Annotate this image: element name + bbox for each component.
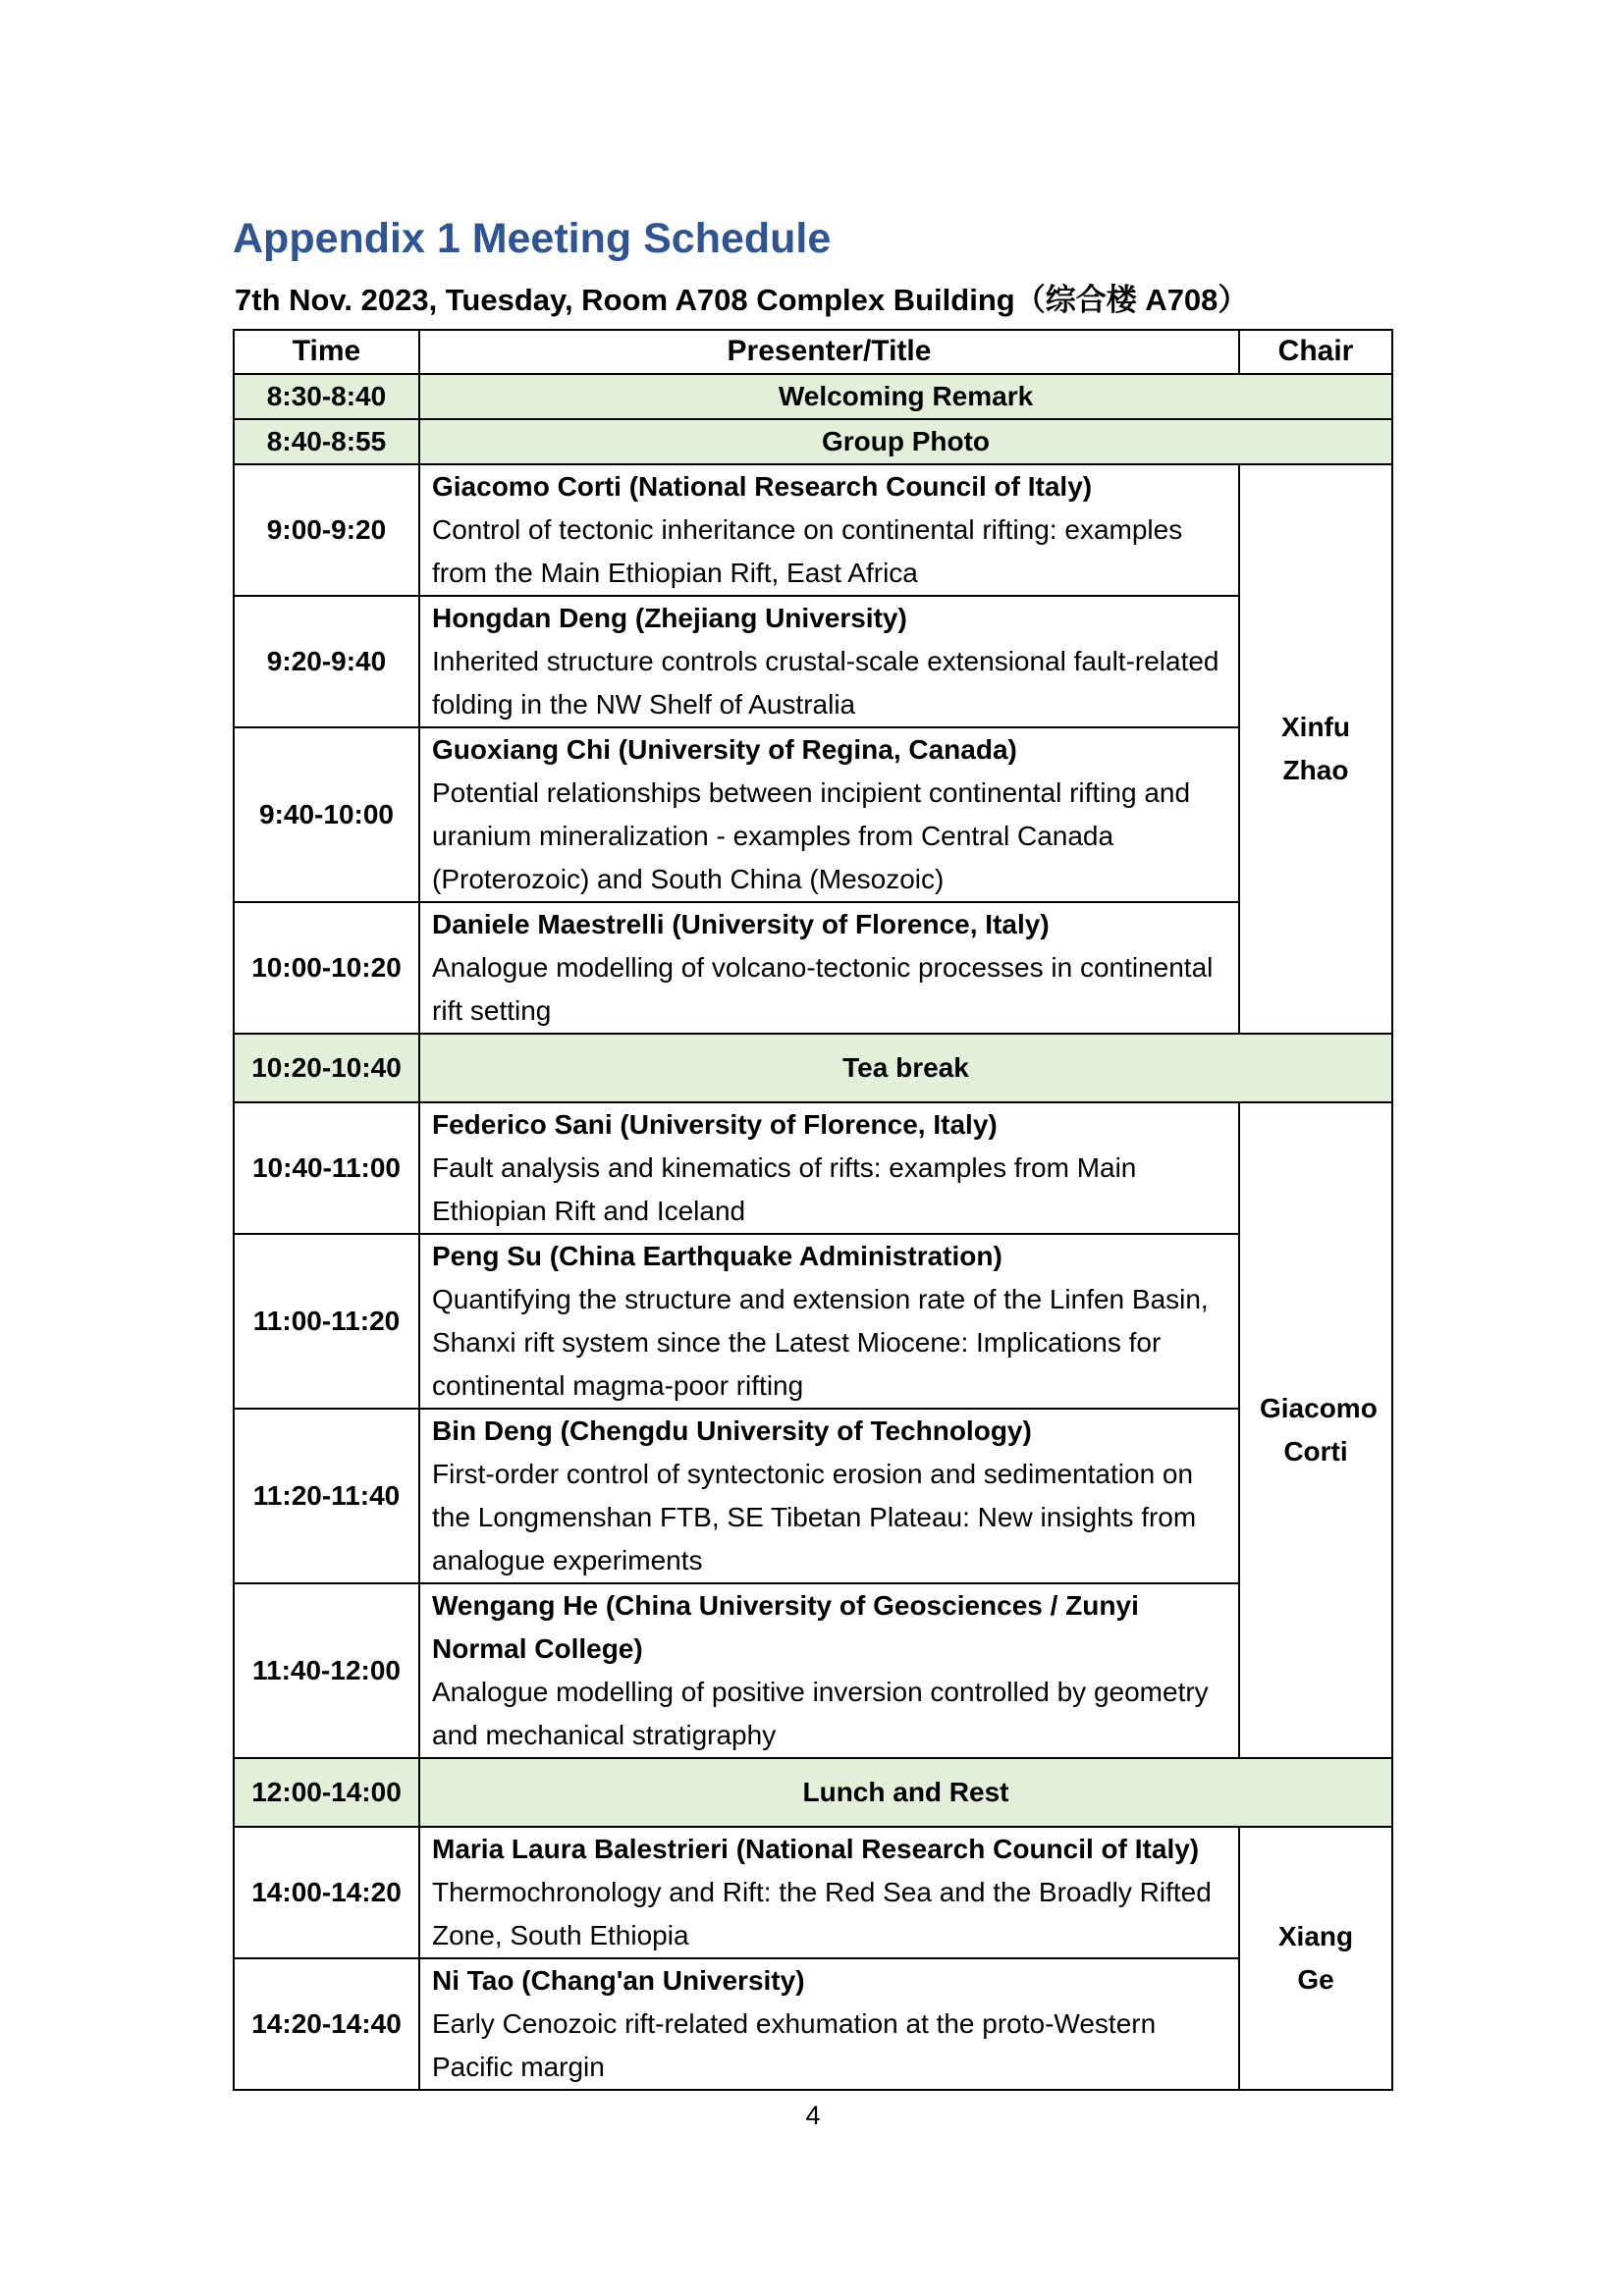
time-cell: 11:20-11:40	[234, 1409, 419, 1583]
presenter-cell	[419, 1102, 1239, 1234]
presenter-cell	[419, 1234, 1239, 1409]
table-row	[234, 1034, 1392, 1102]
presenter-name: Giacomo Corti (National Research Council of Italy)	[432, 470, 1093, 502]
presenter-cell	[419, 1827, 1239, 1958]
document-page	[233, 216, 1393, 2131]
table-row	[234, 1758, 1392, 1827]
time-cell: 14:20-14:40	[234, 1958, 419, 2090]
table-row	[234, 1827, 1392, 1958]
presenter-name: Bin Deng (Chengdu University of Technology)	[432, 1415, 1032, 1446]
presenter-cell	[419, 1409, 1239, 1583]
talk-title: Quantifying the structure and extension rate of the Linfen Basin, Shanxi rift system since the Latest Miocene: Implications for continental magma-poor rifting	[432, 1283, 1209, 1401]
presenter-name: Maria Laura Balestrieri (National Research Council of Italy)	[432, 1833, 1200, 1864]
talk-title: Thermochronology and Rift: the Red Sea and the Broadly Rifted Zone, South Ethiopia	[432, 1876, 1212, 1950]
table-row	[234, 1409, 1392, 1583]
chair-name: Xinfu Zhao	[1239, 464, 1392, 1034]
table-header-row	[234, 330, 1392, 374]
header-chair: Chair	[1239, 330, 1392, 374]
talk-title: Early Cenozoic rift-related exhumation at the proto-Western Pacific margin	[432, 2007, 1157, 2082]
talk-title: Potential relationships between incipient continental rifting and uranium mineralization - examples from Central Canada (Proterozoic) and South China (Mesozoic)	[432, 776, 1191, 894]
table-row	[234, 419, 1392, 464]
talk-title: Analogue modelling of positive inversion controlled by geometry and mechanical stratigraphy	[432, 1676, 1209, 1750]
time-cell: 8:30-8:40	[234, 374, 419, 419]
talk-title: Control of tectonic inheritance on continental rifting: examples from the Main Ethiopian Rift, East Africa	[432, 513, 1183, 588]
presenter-name: Guoxiang Chi (University of Regina, Canada)	[432, 733, 1017, 765]
time-cell: 10:00-10:20	[234, 902, 419, 1034]
schedule-table	[233, 329, 1393, 2091]
time-cell: 9:20-9:40	[234, 596, 419, 727]
table-row	[234, 596, 1392, 727]
presenter-name: Hongdan Deng (Zhejiang University)	[432, 602, 907, 633]
presenter-name: Ni Tao (Chang'an University)	[432, 1964, 805, 1996]
header-time: Time	[234, 330, 419, 374]
presenter-cell	[419, 596, 1239, 727]
time-cell: 12:00-14:00	[234, 1758, 419, 1827]
table-row	[234, 1583, 1392, 1758]
time-cell: 14:00-14:20	[234, 1827, 419, 1958]
time-cell: 10:40-11:00	[234, 1102, 419, 1234]
page-number: 4	[805, 2100, 821, 2130]
presenter-name: Peng Su (China Earthquake Administration)	[432, 1240, 1002, 1271]
chair-name: Xiang Ge	[1239, 1827, 1392, 2090]
time-cell: 9:00-9:20	[234, 464, 419, 596]
talk-title: First-order control of syntectonic erosion and sedimentation on the Longmenshan FTB, SE Tibetan Plateau: New insights from analogue experiments	[432, 1458, 1197, 1575]
table-row	[234, 1102, 1392, 1234]
band-label: Lunch and Rest	[419, 1758, 1392, 1827]
band-label: Tea break	[419, 1034, 1392, 1102]
presenter-cell	[419, 902, 1239, 1034]
presenter-cell	[419, 464, 1239, 596]
time-cell: 11:40-12:00	[234, 1583, 419, 1758]
talk-title: Analogue modelling of volcano-tectonic processes in continental rift setting	[432, 951, 1214, 1026]
time-cell: 9:40-10:00	[234, 727, 419, 902]
presenter-cell	[419, 1583, 1239, 1758]
chair-name: Giacomo Corti	[1239, 1102, 1392, 1758]
table-row	[234, 902, 1392, 1034]
page-subtitle: 7th Nov. 2023, Tuesday, Room A708 Complex Building（综合楼 A708）	[235, 283, 1249, 318]
presenter-cell	[419, 1958, 1239, 2090]
time-cell: 8:40-8:55	[234, 419, 419, 464]
table-row	[234, 1958, 1392, 2090]
time-cell: 11:00-11:20	[234, 1234, 419, 1409]
table-row	[234, 464, 1392, 596]
talk-title: Fault analysis and kinematics of rifts: examples from Main Ethiopian Rift and Iceland	[432, 1151, 1137, 1226]
presenter-name: Daniele Maestrelli (University of Florence, Italy)	[432, 908, 1050, 939]
page-title: Appendix 1 Meeting Schedule	[233, 215, 832, 262]
presenter-name: Federico Sani (University of Florence, Italy)	[432, 1108, 998, 1140]
presenter-name: Wengang He (China University of Geosciences / Zunyi Normal College)	[432, 1589, 1139, 1664]
table-row	[234, 374, 1392, 419]
talk-title: Inherited structure controls crustal-scale extensional fault-related folding in the NW Shelf of Australia	[432, 645, 1219, 720]
presenter-cell	[419, 727, 1239, 902]
table-row	[234, 727, 1392, 902]
header-presenter: Presenter/Title	[419, 330, 1239, 374]
table-row	[234, 1234, 1392, 1409]
band-label: Welcoming Remark	[419, 374, 1392, 419]
band-label: Group Photo	[419, 419, 1392, 464]
time-cell: 10:20-10:40	[234, 1034, 419, 1102]
